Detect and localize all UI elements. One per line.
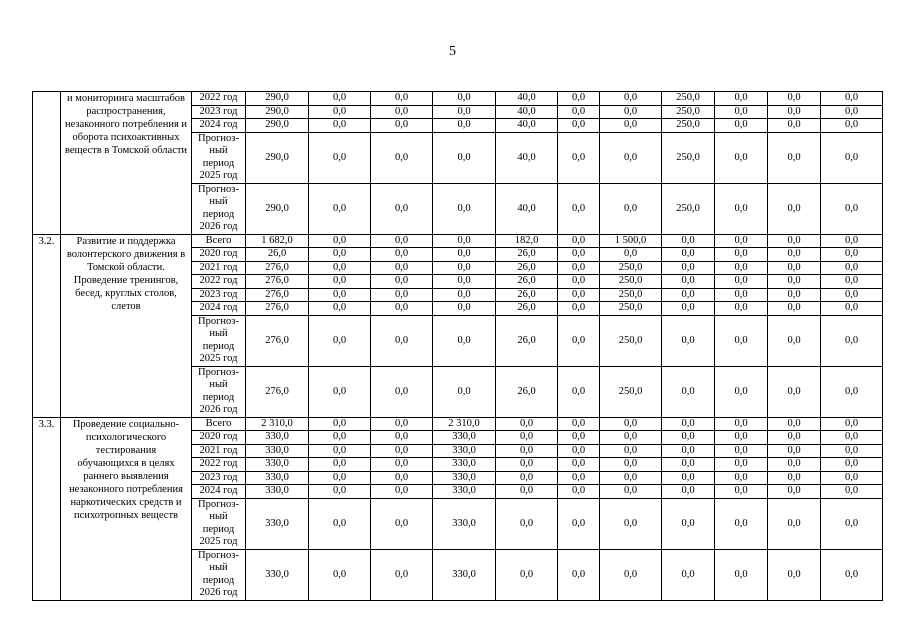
value-cell: 250,0 <box>662 92 715 106</box>
value-cell: 0,0 <box>768 261 821 275</box>
value-cell: 0,0 <box>715 498 768 549</box>
value-cell: 0,0 <box>371 302 433 316</box>
value-cell: 290,0 <box>246 132 309 183</box>
value-cell: 0,0 <box>821 549 883 600</box>
value-cell: 0,0 <box>558 234 600 248</box>
value-cell: 0,0 <box>821 132 883 183</box>
period-cell: 2022 год <box>192 275 246 289</box>
value-cell: 250,0 <box>662 119 715 133</box>
value-cell: 1 682,0 <box>246 234 309 248</box>
value-cell: 250,0 <box>662 105 715 119</box>
value-cell: 0,0 <box>371 275 433 289</box>
value-cell: 0,0 <box>662 458 715 472</box>
value-cell: 0,0 <box>558 366 600 417</box>
period-cell: 2022 год <box>192 458 246 472</box>
value-cell: 0,0 <box>662 431 715 445</box>
period-cell: Прогноз- ный период 2026 год <box>192 183 246 234</box>
value-cell: 0,0 <box>821 471 883 485</box>
value-cell: 0,0 <box>768 288 821 302</box>
value-cell: 26,0 <box>246 248 309 262</box>
value-cell: 0,0 <box>715 183 768 234</box>
budget-table <box>32 91 883 601</box>
period-cell: Всего <box>192 417 246 431</box>
value-cell: 0,0 <box>309 431 371 445</box>
value-cell: 330,0 <box>433 485 496 499</box>
value-cell: 250,0 <box>600 366 662 417</box>
value-cell: 40,0 <box>496 105 558 119</box>
value-cell: 0,0 <box>371 92 433 106</box>
period-cell: 2020 год <box>192 431 246 445</box>
value-cell: 0,0 <box>715 234 768 248</box>
value-cell: 0,0 <box>558 444 600 458</box>
value-cell: 330,0 <box>246 458 309 472</box>
value-cell: 0,0 <box>821 248 883 262</box>
value-cell: 0,0 <box>821 92 883 106</box>
value-cell: 330,0 <box>433 444 496 458</box>
value-cell: 250,0 <box>600 315 662 366</box>
value-cell: 0,0 <box>496 485 558 499</box>
value-cell: 0,0 <box>662 549 715 600</box>
value-cell: 0,0 <box>371 498 433 549</box>
value-cell: 0,0 <box>662 275 715 289</box>
value-cell: 0,0 <box>715 315 768 366</box>
value-cell: 0,0 <box>496 417 558 431</box>
value-cell: 0,0 <box>821 444 883 458</box>
value-cell: 0,0 <box>662 444 715 458</box>
value-cell: 0,0 <box>309 549 371 600</box>
value-cell: 0,0 <box>715 471 768 485</box>
value-cell: 0,0 <box>821 105 883 119</box>
value-cell: 0,0 <box>768 119 821 133</box>
value-cell: 330,0 <box>433 458 496 472</box>
value-cell: 26,0 <box>496 275 558 289</box>
value-cell: 0,0 <box>715 275 768 289</box>
value-cell: 0,0 <box>768 366 821 417</box>
value-cell: 330,0 <box>433 431 496 445</box>
value-cell: 2 310,0 <box>246 417 309 431</box>
value-cell: 0,0 <box>371 549 433 600</box>
value-cell: 0,0 <box>600 417 662 431</box>
value-cell: 0,0 <box>309 471 371 485</box>
value-cell: 0,0 <box>558 132 600 183</box>
section-name: Развитие и поддержка волонтерского движения в Томской области. Проведение тренингов, бесед, круглых столов, слетов <box>61 234 192 417</box>
value-cell: 330,0 <box>246 471 309 485</box>
value-cell: 0,0 <box>768 444 821 458</box>
table-body <box>33 92 883 601</box>
value-cell: 0,0 <box>309 288 371 302</box>
value-cell: 0,0 <box>433 288 496 302</box>
value-cell: 0,0 <box>558 183 600 234</box>
value-cell: 0,0 <box>433 132 496 183</box>
value-cell: 276,0 <box>246 275 309 289</box>
value-cell: 0,0 <box>821 417 883 431</box>
value-cell: 0,0 <box>433 234 496 248</box>
value-cell: 0,0 <box>600 471 662 485</box>
value-cell: 0,0 <box>558 498 600 549</box>
value-cell: 0,0 <box>600 248 662 262</box>
value-cell: 2 310,0 <box>433 417 496 431</box>
value-cell: 0,0 <box>768 92 821 106</box>
value-cell: 0,0 <box>433 261 496 275</box>
value-cell: 0,0 <box>433 302 496 316</box>
value-cell: 0,0 <box>768 431 821 445</box>
section-number: 3.3. <box>33 417 61 600</box>
value-cell: 330,0 <box>246 431 309 445</box>
value-cell: 0,0 <box>715 302 768 316</box>
value-cell: 0,0 <box>821 261 883 275</box>
value-cell: 330,0 <box>433 549 496 600</box>
period-cell: 2021 год <box>192 261 246 275</box>
value-cell: 0,0 <box>768 105 821 119</box>
value-cell: 0,0 <box>821 315 883 366</box>
value-cell: 26,0 <box>496 248 558 262</box>
value-cell: 290,0 <box>246 105 309 119</box>
value-cell: 0,0 <box>309 485 371 499</box>
period-cell: 2023 год <box>192 471 246 485</box>
value-cell: 0,0 <box>821 183 883 234</box>
value-cell: 0,0 <box>309 248 371 262</box>
value-cell: 0,0 <box>371 248 433 262</box>
value-cell: 250,0 <box>662 132 715 183</box>
value-cell: 0,0 <box>768 315 821 366</box>
value-cell: 250,0 <box>600 302 662 316</box>
value-cell: 0,0 <box>558 275 600 289</box>
value-cell: 0,0 <box>371 183 433 234</box>
value-cell: 0,0 <box>558 105 600 119</box>
value-cell: 0,0 <box>600 431 662 445</box>
table-row <box>33 417 883 431</box>
value-cell: 0,0 <box>600 105 662 119</box>
value-cell: 250,0 <box>662 183 715 234</box>
value-cell: 0,0 <box>715 431 768 445</box>
value-cell: 0,0 <box>715 132 768 183</box>
value-cell: 0,0 <box>715 444 768 458</box>
value-cell: 0,0 <box>496 471 558 485</box>
value-cell: 0,0 <box>600 132 662 183</box>
value-cell: 0,0 <box>558 261 600 275</box>
value-cell: 0,0 <box>496 458 558 472</box>
value-cell: 0,0 <box>558 471 600 485</box>
value-cell: 330,0 <box>433 498 496 549</box>
value-cell: 0,0 <box>768 549 821 600</box>
value-cell: 0,0 <box>600 183 662 234</box>
value-cell: 250,0 <box>600 275 662 289</box>
value-cell: 0,0 <box>558 92 600 106</box>
value-cell: 0,0 <box>558 248 600 262</box>
value-cell: 0,0 <box>309 183 371 234</box>
value-cell: 276,0 <box>246 261 309 275</box>
value-cell: 0,0 <box>433 275 496 289</box>
value-cell: 0,0 <box>715 92 768 106</box>
value-cell: 290,0 <box>246 183 309 234</box>
value-cell: 0,0 <box>309 444 371 458</box>
value-cell: 276,0 <box>246 302 309 316</box>
value-cell: 0,0 <box>662 248 715 262</box>
value-cell: 26,0 <box>496 315 558 366</box>
table-row <box>33 234 883 248</box>
period-cell: Прогноз- ный период 2025 год <box>192 132 246 183</box>
value-cell: 0,0 <box>558 417 600 431</box>
period-cell: 2022 год <box>192 92 246 106</box>
value-cell: 330,0 <box>246 444 309 458</box>
value-cell: 0,0 <box>309 132 371 183</box>
value-cell: 0,0 <box>309 261 371 275</box>
value-cell: 0,0 <box>768 417 821 431</box>
period-cell: 2020 год <box>192 248 246 262</box>
value-cell: 250,0 <box>600 288 662 302</box>
value-cell: 0,0 <box>558 288 600 302</box>
value-cell: 26,0 <box>496 288 558 302</box>
value-cell: 0,0 <box>433 92 496 106</box>
value-cell: 0,0 <box>309 119 371 133</box>
value-cell: 0,0 <box>309 458 371 472</box>
value-cell: 276,0 <box>246 288 309 302</box>
value-cell: 0,0 <box>309 92 371 106</box>
value-cell: 276,0 <box>246 366 309 417</box>
value-cell: 0,0 <box>558 485 600 499</box>
value-cell: 330,0 <box>246 549 309 600</box>
value-cell: 0,0 <box>600 549 662 600</box>
value-cell: 0,0 <box>821 288 883 302</box>
value-cell: 0,0 <box>821 275 883 289</box>
value-cell: 0,0 <box>371 366 433 417</box>
value-cell: 0,0 <box>600 444 662 458</box>
value-cell: 0,0 <box>371 315 433 366</box>
section-name: Проведение социально-психологического тестирования обучающихся в целях раннего выявления незаконного потребления наркотических средств и психотропных веществ <box>61 417 192 600</box>
period-cell: 2024 год <box>192 302 246 316</box>
value-cell: 0,0 <box>371 234 433 248</box>
value-cell: 0,0 <box>662 485 715 499</box>
value-cell: 0,0 <box>768 498 821 549</box>
value-cell: 0,0 <box>600 92 662 106</box>
value-cell: 0,0 <box>558 302 600 316</box>
value-cell: 0,0 <box>371 444 433 458</box>
value-cell: 276,0 <box>246 315 309 366</box>
value-cell: 0,0 <box>662 315 715 366</box>
value-cell: 0,0 <box>433 119 496 133</box>
value-cell: 0,0 <box>662 288 715 302</box>
period-cell: Прогноз- ный период 2026 год <box>192 549 246 600</box>
value-cell: 330,0 <box>433 471 496 485</box>
value-cell: 40,0 <box>496 119 558 133</box>
page-number: 5 <box>449 44 456 59</box>
value-cell: 0,0 <box>821 431 883 445</box>
value-cell: 250,0 <box>600 261 662 275</box>
value-cell: 0,0 <box>309 366 371 417</box>
value-cell: 0,0 <box>600 119 662 133</box>
value-cell: 0,0 <box>309 417 371 431</box>
value-cell: 0,0 <box>768 275 821 289</box>
value-cell: 0,0 <box>715 417 768 431</box>
value-cell: 0,0 <box>496 431 558 445</box>
period-cell: 2024 год <box>192 119 246 133</box>
value-cell: 0,0 <box>715 366 768 417</box>
value-cell: 290,0 <box>246 92 309 106</box>
value-cell: 0,0 <box>821 498 883 549</box>
table-row <box>33 92 883 106</box>
value-cell: 0,0 <box>662 471 715 485</box>
value-cell: 0,0 <box>309 302 371 316</box>
value-cell: 0,0 <box>715 288 768 302</box>
value-cell: 0,0 <box>433 183 496 234</box>
value-cell: 0,0 <box>768 234 821 248</box>
value-cell: 0,0 <box>309 234 371 248</box>
value-cell: 0,0 <box>496 549 558 600</box>
value-cell: 0,0 <box>558 549 600 600</box>
value-cell: 0,0 <box>715 119 768 133</box>
period-cell: 2023 год <box>192 288 246 302</box>
section-name: и мониторинга масштабов распространения, незаконного потребления и оборота психоактивных веществ в Томской области <box>61 92 192 235</box>
value-cell: 0,0 <box>600 485 662 499</box>
value-cell: 0,0 <box>371 261 433 275</box>
value-cell: 0,0 <box>662 366 715 417</box>
value-cell: 0,0 <box>768 248 821 262</box>
value-cell: 0,0 <box>558 431 600 445</box>
value-cell: 0,0 <box>768 302 821 316</box>
value-cell: 0,0 <box>496 444 558 458</box>
value-cell: 0,0 <box>715 458 768 472</box>
value-cell: 0,0 <box>821 302 883 316</box>
value-cell: 0,0 <box>433 105 496 119</box>
value-cell: 0,0 <box>768 458 821 472</box>
value-cell: 0,0 <box>558 315 600 366</box>
value-cell: 26,0 <box>496 302 558 316</box>
value-cell: 0,0 <box>821 366 883 417</box>
value-cell: 290,0 <box>246 119 309 133</box>
value-cell: 0,0 <box>662 261 715 275</box>
value-cell: 0,0 <box>433 315 496 366</box>
value-cell: 0,0 <box>371 417 433 431</box>
period-cell: 2021 год <box>192 444 246 458</box>
value-cell: 182,0 <box>496 234 558 248</box>
value-cell: 0,0 <box>496 498 558 549</box>
value-cell: 0,0 <box>662 417 715 431</box>
period-cell: Прогноз- ный период 2025 год <box>192 315 246 366</box>
value-cell: 0,0 <box>309 275 371 289</box>
value-cell: 0,0 <box>433 248 496 262</box>
value-cell: 0,0 <box>821 119 883 133</box>
value-cell: 0,0 <box>433 366 496 417</box>
section-number: 3.2. <box>33 234 61 417</box>
value-cell: 0,0 <box>309 315 371 366</box>
value-cell: 330,0 <box>246 485 309 499</box>
value-cell: 0,0 <box>558 119 600 133</box>
period-cell: 2023 год <box>192 105 246 119</box>
period-cell: Прогноз- ный период 2025 год <box>192 498 246 549</box>
value-cell: 0,0 <box>715 549 768 600</box>
value-cell: 0,0 <box>821 485 883 499</box>
value-cell: 0,0 <box>371 471 433 485</box>
value-cell: 0,0 <box>662 498 715 549</box>
value-cell: 0,0 <box>600 498 662 549</box>
value-cell: 40,0 <box>496 183 558 234</box>
value-cell: 0,0 <box>821 458 883 472</box>
value-cell: 0,0 <box>768 485 821 499</box>
value-cell: 0,0 <box>558 458 600 472</box>
value-cell: 26,0 <box>496 261 558 275</box>
value-cell: 0,0 <box>821 234 883 248</box>
value-cell: 0,0 <box>309 105 371 119</box>
value-cell: 0,0 <box>309 498 371 549</box>
value-cell: 0,0 <box>371 458 433 472</box>
value-cell: 330,0 <box>246 498 309 549</box>
value-cell: 0,0 <box>715 105 768 119</box>
value-cell: 0,0 <box>768 183 821 234</box>
value-cell: 0,0 <box>371 485 433 499</box>
value-cell: 26,0 <box>496 366 558 417</box>
value-cell: 0,0 <box>715 485 768 499</box>
period-cell: Прогноз- ный период 2026 год <box>192 366 246 417</box>
value-cell: 0,0 <box>662 234 715 248</box>
value-cell: 0,0 <box>768 132 821 183</box>
value-cell: 0,0 <box>371 105 433 119</box>
period-cell: Всего <box>192 234 246 248</box>
value-cell: 0,0 <box>600 458 662 472</box>
value-cell: 0,0 <box>715 261 768 275</box>
value-cell: 0,0 <box>371 431 433 445</box>
value-cell: 40,0 <box>496 132 558 183</box>
section-number <box>33 92 61 235</box>
value-cell: 0,0 <box>768 471 821 485</box>
value-cell: 0,0 <box>662 302 715 316</box>
value-cell: 1 500,0 <box>600 234 662 248</box>
value-cell: 0,0 <box>715 248 768 262</box>
value-cell: 0,0 <box>371 132 433 183</box>
value-cell: 0,0 <box>371 119 433 133</box>
value-cell: 0,0 <box>371 288 433 302</box>
value-cell: 40,0 <box>496 92 558 106</box>
period-cell: 2024 год <box>192 485 246 499</box>
